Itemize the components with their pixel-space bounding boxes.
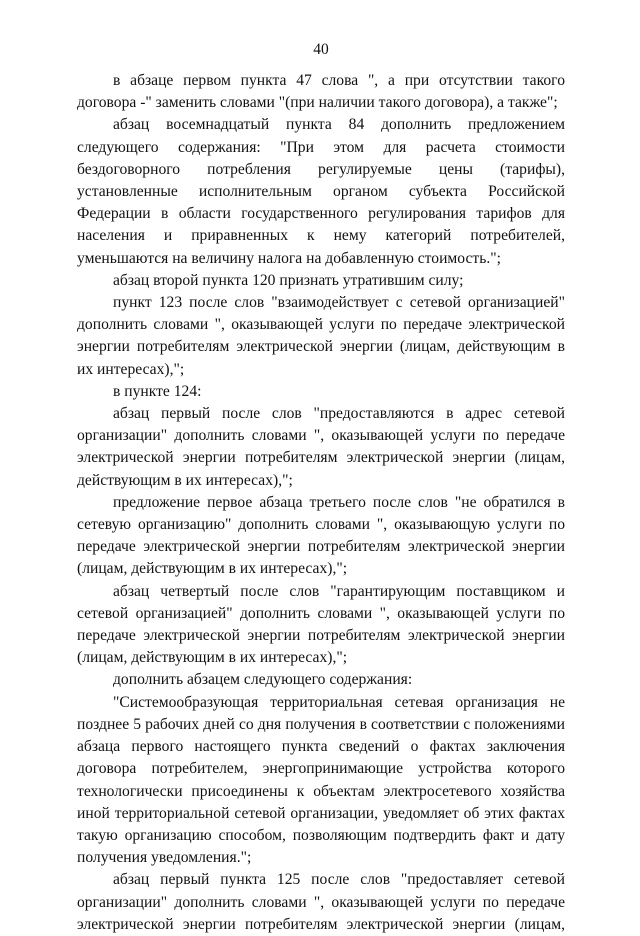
paragraph-9: дополнить абзацем следующего содержания: <box>113 671 413 689</box>
paragraph-6: абзац первый после слов "предоставляются в адрес сетевой организации" дополнить словами ", оказывающей услуги по передаче электрической энергии потребителям электрической энергии (лицам, действующим в их интересах),"; <box>77 405 565 489</box>
document-body <box>77 70 565 936</box>
paragraph-1: в абзаце первом пункта 47 слова ", а при отсутствии такого договора -" заменить словами "(при наличии такого договора), а также"; <box>77 72 565 112</box>
paragraph-7: предложение первое абзаца третьего после слов "не обратился в сетевую организацию" дополнить словами ", оказывающую услуги по передаче электрической энергии потребителям электрической энергии (лицам, действующим в их интересах),"; <box>77 493 565 578</box>
paragraph-10: "Системообразующая территориальная сетевая организация не позднее 5 рабочих дней со дня получения в соответствии с положениями абзаца первого настоящего пункта сведений о фактах заключения договора потребителем, энергопринимающие устройства которого технологически присоединены к объектам электросетевого хозяйства иной территориальной сетевой организации, уведомляет об этих фактах такую организацию способом, позволяющим подтвердить факт и дату получения уведомления."; <box>77 693 565 867</box>
paragraph-11: абзац первый пункта 125 после слов "предоставляет сетевой организации" дополнить словами ", оказывающей услуги по передаче электрической энергии потребителям электрической энергии (лицам, <box>77 871 565 933</box>
paragraph-4: пункт 123 после слов "взаимодействует с сетевой организацией" дополнить словами ", оказывающей услуги по передаче электрической энергии потребителям электрической энергии (лицам, действующим в их интересах),"; <box>77 294 565 378</box>
paragraph-2: абзац восемнадцатый пункта 84 дополнить предложением следующего содержания: "При этом для расчета стоимости бездоговорного потребления регулируемые цены (тарифы), установленные исполнительным органом субъекта Российской Федерации в области государственного регулирования тарифов для населения и приравненных к нему категорий потребителей, уменьшаются на величину налога на добавленную стоимость."; <box>77 116 565 267</box>
document-page <box>77 0 565 933</box>
paragraph-3: абзац второй пункта 120 признать утратившим силу; <box>113 271 464 289</box>
paragraph-5: в пункте 124: <box>113 382 202 400</box>
paragraph-8: абзац четвертый после слов "гарантирующим поставщиком и сетевой организацией" дополнить словами ", оказывающей услуги по передаче электрической энергии потребителям электрической энергии (лицам, действующим в их интересах),"; <box>77 582 565 667</box>
page-number: 40 <box>313 41 329 58</box>
